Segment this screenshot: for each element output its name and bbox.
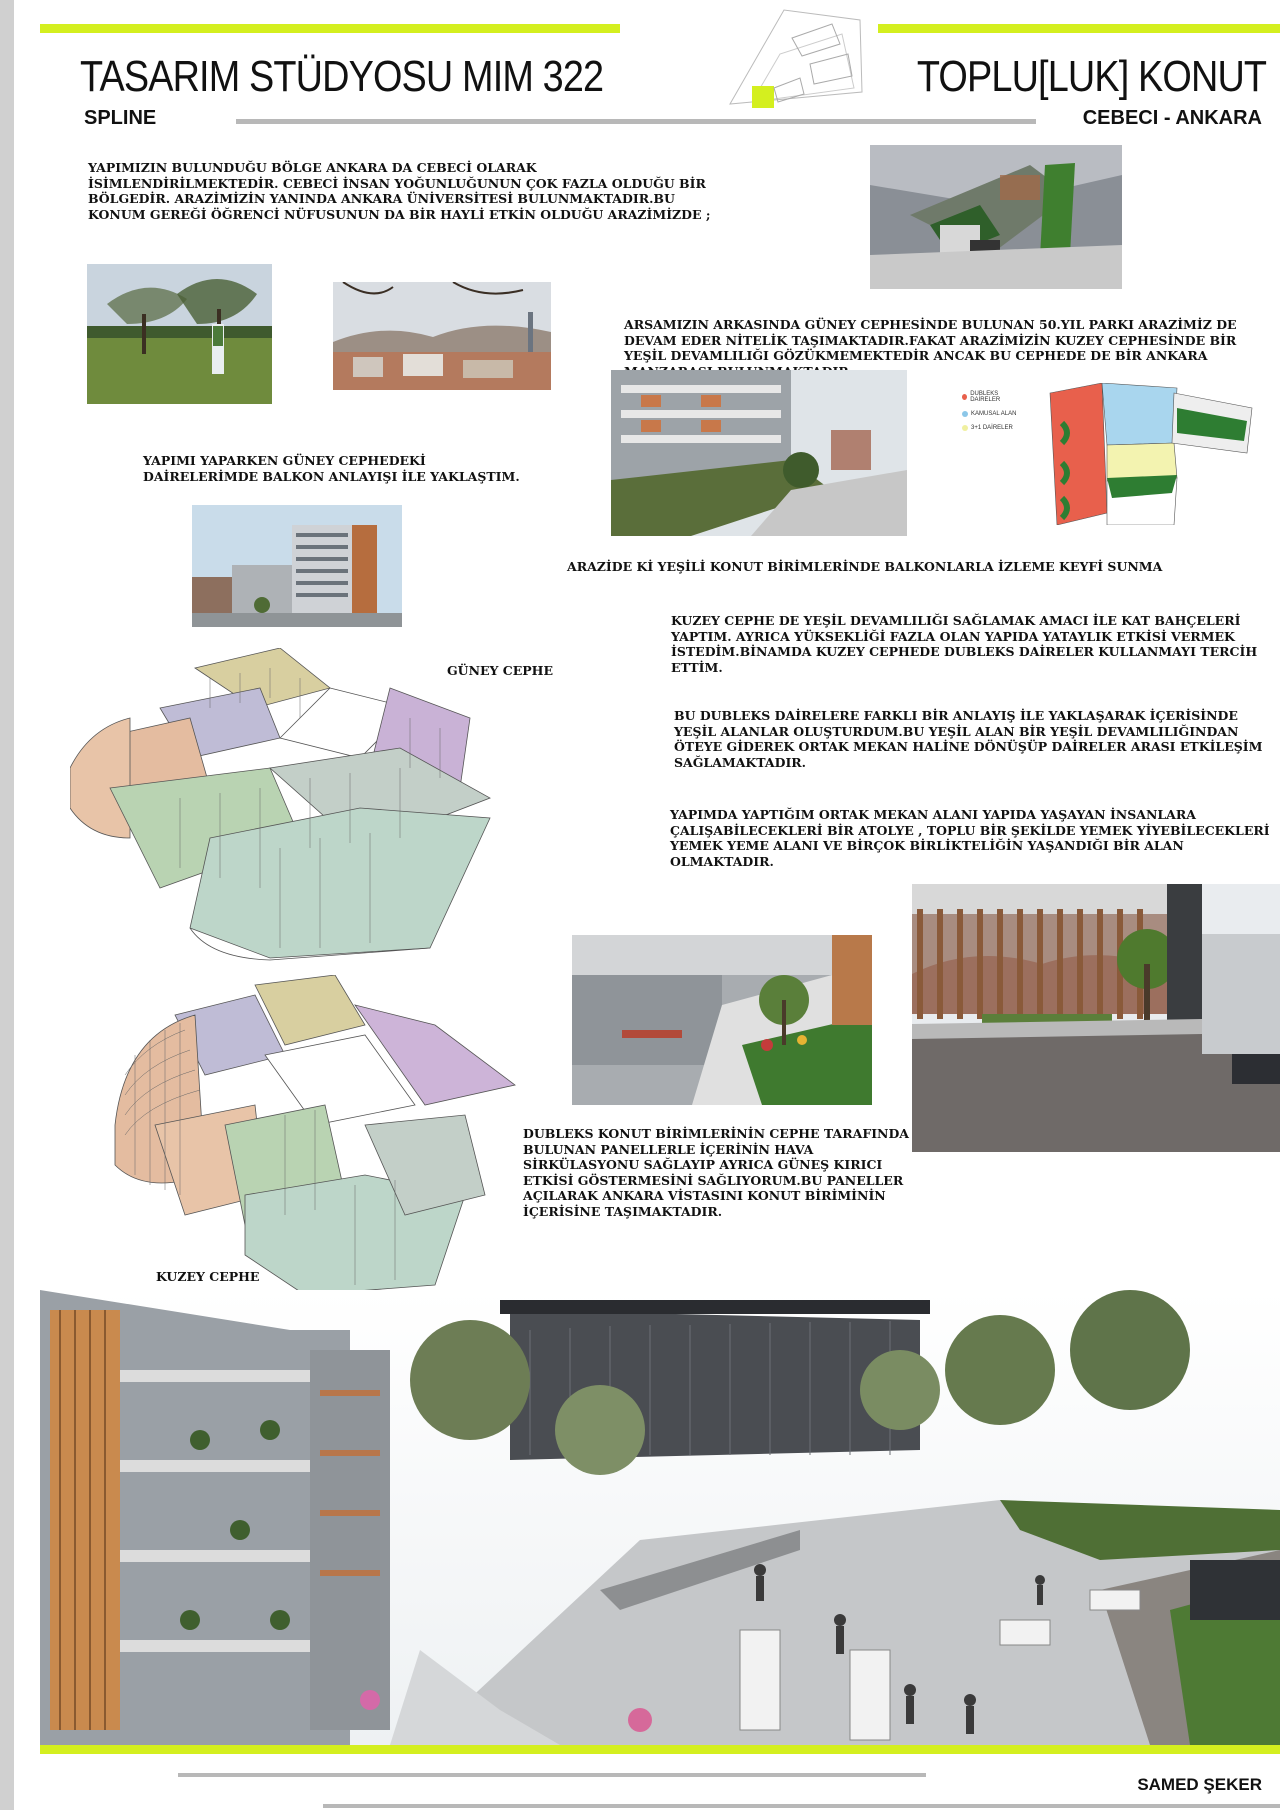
bottom-accent-line xyxy=(40,1745,1280,1754)
north-facade-label: KUZEY CEPHE xyxy=(156,1269,260,1284)
site-plan-sketch xyxy=(722,4,872,116)
south-facade-render xyxy=(192,505,402,627)
aerial-site-render xyxy=(870,145,1122,289)
panels-text: DUBLEKS KONUT BİRİMLERİNİN CEPHE TARAFINDA BULUNAN PANELLERLE İÇERİNİN HAVA SİRKÜLASYONU SAĞLAYIP AYRICA GÜNEŞ KIRICI ETKİSİ GÖSTERMESİNİ SAĞLIYORUM.BU PANELLER AÇILARAK ANKARA VİSTASINI KONUT BİRİMİNİN İÇERİSİNE TAŞIMAKTADIR. xyxy=(523,1126,910,1219)
north-axonometric-diagram xyxy=(105,975,525,1295)
author-name: SAMED ŞEKER xyxy=(1137,1775,1262,1794)
project-subtitle: SPLINE xyxy=(84,107,157,129)
park-text: ARSAMIZIN ARKASINDA GÜNEY CEPHESİNDE BULUNAN 50.YIL PARKI ARAZİMİZ DE DEVAM EDER NİTELİK TAŞIMAKTADIR.FAKAT ARAZİMİZİN KUZEY CEPHESİNDE BİR YEŞİL DEVAMLILIĞI GÖZÜKMEMEKTEDİR ANCAK BU CEPHEDE DE BİR ANKARA xyxy=(624,317,1237,363)
north-facade-text: KUZEY CEPHE DE YEŞİL DEVAMLILIĞI SAĞLAMAK AMACI İLE KAT BAHÇELERİ YAPTIM. AYRICA YÜKSEKLİĞİ FAZLA OLAN YAPIDA YATAYLIK ETKİSİ VERMEK İSTEDİM.BİNAMDA KUZEY CEPHEDE DUBLEKS DAİRELER KULLANMAYI TERCİH ETTİM. xyxy=(671,613,1258,675)
common-space-text: YAPIMDA YAPTIĞIM ORTAK MEKAN ALANI YAPIDA YAŞAYAN İNSANLARA ÇALIŞABİLECEKLERİ BİR ATOLYE , TOPLU BİR ŞEKİLDE YEMEK YİYEBİLECEKLERİ YEMEK YEME ALANI VE BİRÇOK BİRLİKTELİĞİN YAŞANDIĞI BİR ALAN OLMAKTADIR. xyxy=(670,807,1270,869)
view-text: ARAZİDE Kİ YEŞİLİ KONUT BİRİMLERİNDE BALKONLARLA İZLEME KEYFİ SUNMA xyxy=(567,559,1163,574)
south-facade-label: GÜNEY CEPHE xyxy=(447,663,554,678)
location-subtitle: CEBECI - ANKARA xyxy=(1082,107,1262,129)
page-title: TASARIM STÜDYOSU MIM 322 xyxy=(80,52,604,101)
header-divider-line xyxy=(236,119,1036,124)
footer-divider-line-2 xyxy=(323,1804,1280,1808)
legend-item-duplex: DUBLEKS DAİRELER xyxy=(962,391,1022,403)
interior-garden-render xyxy=(572,935,872,1105)
south-axonometric-diagram xyxy=(70,648,550,970)
top-left-accent-line xyxy=(40,24,620,33)
ankara-cityscape-photo xyxy=(333,282,551,390)
balcony-text: YAPIMI YAPARKEN GÜNEY CEPHEDEKİ DAİRELERİMDE BALKON ANLAYIŞI İLE YAKLAŞTIM. xyxy=(143,453,520,484)
project-title: TOPLU[LUK] KONUT xyxy=(916,52,1266,101)
legend-item-public: KAMUSAL ALAN xyxy=(962,411,1022,417)
duplex-text: BU DUBLEKS DAİRELERE FARKLI BİR ANLAYIŞ İLE YAKLAŞARAK İÇERİSİNDE YEŞİL ALANLAR OLUŞTURDUM.BU YEŞİL ALAN BİR YEŞİL DEVAMLILIĞINDAN ÖTEYE GİDEREK ORTAK MEKAN HALİNE DÖNÜŞÜP DAİRELER ARASI ETKİLEŞİM SAĞLAMAKTADIR. xyxy=(674,708,1263,770)
main-courtyard-render xyxy=(40,1290,1280,1745)
left-margin-bar xyxy=(0,0,14,1810)
intro-text: YAPIMIZIN BULUNDUĞU BÖLGE ANKARA DA CEBECİ OLARAK İSİMLENDİRİLMEKTEDİR. CEBECİ İNSAN YOĞUNLUĞUNUN ÇOK FAZLA OLDUĞU BİR BÖLGEDİR. ARAZİMİZİN YANINDA ANKARA ÜNİVERSİTESİ BULUNMAKTADIR.BU KONUM GEREĞİ ÖĞRENCİ NÜFUSUNUN DA BİR HAYLİ ETKİN OLDUĞU ARAZİMİZDE ; xyxy=(88,160,711,222)
terrace-vista-render xyxy=(912,884,1280,1152)
footer-divider-line xyxy=(178,1773,926,1777)
top-right-accent-line xyxy=(878,24,1280,33)
unit-type-diagram xyxy=(962,383,1260,525)
balcony-facade-render xyxy=(611,370,907,536)
legend-item-3plus1: 3+1 DAİRELER xyxy=(962,425,1022,431)
park-photo xyxy=(87,264,272,404)
